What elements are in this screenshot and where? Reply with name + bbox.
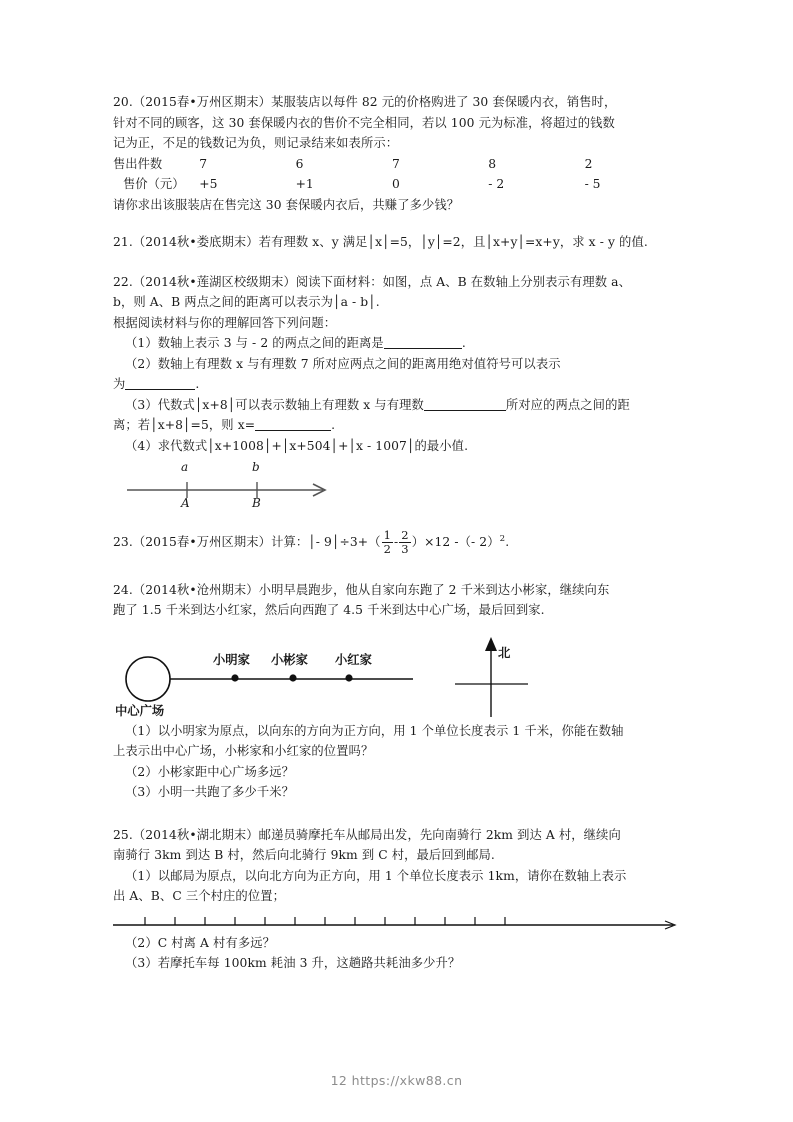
q20-row2-value-3: - 2	[488, 177, 505, 191]
question-21	[113, 232, 681, 253]
page-footer: 12 https://xkw88.cn	[330, 1073, 463, 1088]
q23-frac1-numerator: 1	[383, 528, 392, 543]
table-row	[113, 174, 681, 195]
q20-row1-value-2: 7	[391, 156, 400, 171]
q20-row2-value-4: - 5	[584, 177, 601, 191]
q20-line-2: 针对不同的顾客，这 30 套保暖内衣的售价不完全相同，若以 100 元为标准，将超过的钱数	[113, 115, 615, 130]
q23-suffix: ）×12 -（- 2）	[411, 535, 500, 550]
q22-label-B: B	[252, 496, 261, 510]
q22-label-a: a	[181, 460, 189, 474]
label-central-plaza: 中心广场	[115, 703, 165, 718]
q24-sub-1-line-1: （1）以小明家为原点，以向东的方向为正方向，用 1 个单位长度表示 1 千米，你能在数轴	[125, 723, 624, 738]
q20-row1-value-4: 2	[584, 156, 593, 171]
q22-sub-3-period: .	[331, 418, 336, 432]
q24-sub-1-line-2: 上表示出中心广场，小彬家和小红家的位置吗？	[113, 744, 374, 758]
q25-number-line-svg	[113, 911, 681, 931]
q22-sub-1-period: .	[461, 336, 466, 350]
q22-sub-2-line-1	[113, 354, 681, 375]
point-xiaobin	[289, 674, 296, 681]
question-20	[113, 92, 681, 215]
plaza-circle	[126, 657, 170, 701]
q23-fraction-two-thirds	[399, 529, 410, 555]
answer-blank[interactable]	[125, 376, 195, 390]
q20-tail: 请你求出该服装店在售完这 30 套保暖内衣后，共赚了多少钱？	[113, 197, 460, 212]
q23-minus: -	[394, 535, 399, 550]
q22-sub-3-line-1	[113, 395, 681, 416]
q24-sub-3: （3）小明一共跑了多少千米？	[125, 785, 295, 799]
q24-line-2: 跑了 1.5 千米到达小红家，然后向西跑了 4.5 千米到达中心广场，最后回到家.	[113, 603, 545, 617]
q25-line-1: 25.（2014秋•湖北期末）邮递员骑摩托车从邮局出发，先向南骑行 2km 到达 A 村，继续向	[113, 827, 621, 842]
q20-row1-value-1: 6	[295, 156, 304, 171]
q22-line-2: b，则 A、B 两点之间的距离可以表示为│a - b│.	[113, 295, 380, 309]
q23-frac2-numerator: 2	[401, 528, 409, 543]
q22-sub-3-text2: 离；若│x+8│=5，则 x=	[113, 418, 256, 432]
q24-sub-2: （2）小彬家距中心广场多远？	[125, 764, 295, 779]
q20-row2-value-2: 0	[391, 177, 400, 191]
q25-line-2: 南骑行 3km 到达 B 村，然后向北骑行 9km 到 C 村，最后回到邮局.	[113, 848, 495, 862]
q22-sub-4: （4）求代数式│x+1008│+│x+504│+│x - 1007│的最小值.	[125, 438, 469, 453]
point-xiaohong	[345, 674, 352, 681]
label-xiaoming-home: 小明家	[213, 652, 250, 667]
q20-row2-value-1: +1	[295, 177, 314, 191]
label-north: 北	[498, 645, 511, 660]
q20-row1-value-0: 7	[199, 156, 208, 171]
q22-number-line-figure	[125, 460, 681, 518]
q22-sub-1-text: （1）数轴上表示 3 与 - 2 的两点之间的距离是	[125, 336, 384, 350]
q25-sub-1-line-2: 出 A、B、C 三个村庄的位置；	[113, 889, 286, 903]
q24-figure	[113, 629, 681, 721]
north-arrow-head	[485, 637, 497, 651]
q22-sub-2-line-2	[113, 374, 681, 395]
q22-sub-3-text: （3）代数式│x+8│可以表示数轴上有理数 x 与有理数	[125, 397, 424, 412]
q25-sub-2: （2）C 村离 A 村有多远？	[125, 935, 276, 950]
table-row	[113, 154, 681, 175]
q22-sub-3-line-2	[113, 415, 681, 436]
q22-sub-2-period: .	[195, 377, 200, 391]
q20-data-table	[113, 154, 681, 195]
q21-line: 21.（2014秋•娄底期末）若有理数 x、y 满足│x│=5，│y│=2，且│x+y│=x+y，求 x - y 的值.	[113, 235, 648, 249]
point-xiaoming	[231, 674, 238, 681]
label-xiaobin-home: 小彬家	[271, 652, 308, 667]
q20-line-1: 20.（2015春•万州区期末）某服装店以每件 82 元的价格购进了 30 套保暖内衣，销售时，	[113, 95, 617, 109]
q20-row2-header: 售价（元）	[123, 177, 185, 191]
question-24	[113, 580, 681, 803]
answer-blank[interactable]	[255, 417, 331, 431]
question-23	[113, 529, 681, 556]
q23-period: .	[505, 535, 510, 550]
label-xiaohong-home: 小红家	[335, 652, 372, 667]
q22-label-A: A	[181, 496, 190, 510]
q23-line	[113, 529, 681, 556]
question-22	[113, 272, 681, 519]
q25-number-line-figure	[113, 911, 681, 931]
q20-row1-value-3: 8	[488, 156, 497, 171]
q24-line-1: 24.（2014秋•沧州期末）小明早晨跑步，他从自家向东跑了 2 千米到达小彬家，继续向东	[113, 582, 610, 597]
q22-label-b: b	[252, 460, 260, 474]
q20-row1-header: 售出件数	[113, 156, 163, 171]
question-25	[113, 825, 681, 974]
q23-frac1-denominator: 2	[383, 541, 392, 556]
q20-row2-value-0: +5	[199, 177, 218, 191]
number-line-ticks	[145, 917, 505, 925]
q25-sub-3: （3）若摩托车每 100km 耗油 3 升，这趟路共耗油多少升？	[125, 956, 461, 970]
q20-line-3: 记为正，不足的钱数记为负，则记录结来如表所示：	[113, 136, 399, 150]
answer-blank[interactable]	[384, 335, 462, 349]
q24-diagram-svg	[113, 629, 681, 721]
q22-sub-2-prefix: 为	[113, 377, 126, 391]
page-content	[113, 92, 681, 991]
answer-blank[interactable]	[424, 397, 506, 411]
q23-exponent: 2	[499, 534, 506, 544]
q23-frac2-denominator: 3	[401, 541, 409, 556]
q23-fraction-one-half	[382, 529, 393, 555]
q22-sub-2-text: （2）数轴上有理数 x 与有理数 7 所对应两点之间的距离用绝对值符号可以表示	[125, 356, 561, 371]
number-line-svg	[125, 460, 355, 516]
q22-sub-3-tail: 所对应的两点之间的距	[505, 397, 630, 412]
q23-prefix: 23.（2015春•万州区期末）计算：│- 9│÷3+（	[113, 535, 381, 550]
q22-line-3: 根据阅读材料与你的理解回答下列问题：	[113, 315, 337, 330]
q22-sub-1	[113, 333, 681, 354]
q25-sub-1-line-1: （1）以邮局为原点，以向北方向为正方向，用 1 个单位长度表示 1km，请你在数轴上表示	[125, 868, 627, 883]
q22-line-1: 22.（2014秋•莲湖区校级期末）阅读下面材料：如图，点 A、B 在数轴上分别表示有理数 a、	[113, 274, 631, 289]
